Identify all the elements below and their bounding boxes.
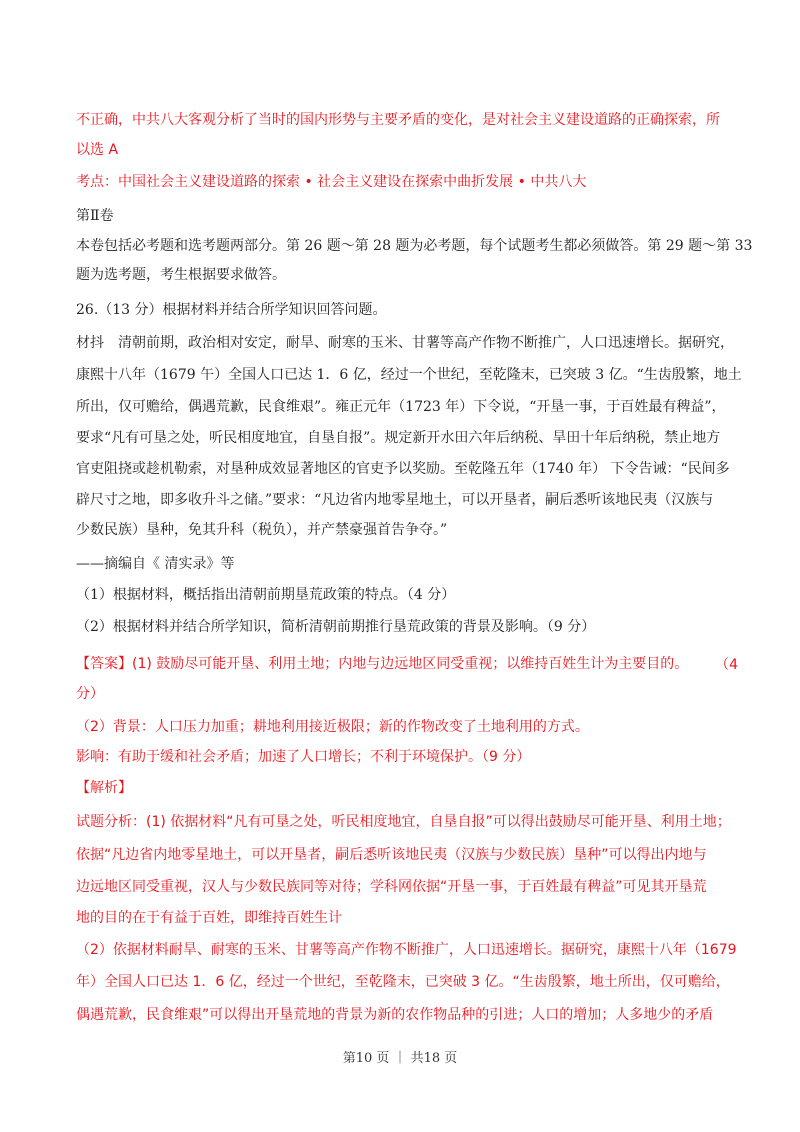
material-line: 少数民族）垦种，免其升科（税负），并产禁豪强首告争夺。” — [76, 522, 448, 538]
question-part: （2）根据材料并结合所学知识，简析清朝前期推行垦荒政策的背景及影响。（9 分） — [76, 619, 596, 635]
analysis-line: （2）依据材料耐旱、耐寒的玉米、甘薯等高产作物不断推广，人口迅速增长。据研究，康熙十八年（1679 — [76, 942, 737, 958]
analysis-line: 年）全国人口已达 1．6 亿，经过一个世纪，至乾隆末，已突破 3 亿。“生齿殷繁，地土所出，仅可赡给， — [76, 974, 730, 990]
page-footer: 第10 页 ｜ 共18 页 — [342, 1051, 458, 1066]
material-line: 官吏阻挠或趁机勒索，对垦种成效显著地区的官吏予以奖励。至乾隆五年（1740 年） 下令告诫：“民间多 — [76, 461, 730, 477]
answer-line: （2）背景：人口压力加重；耕地利用接近极限；新的作物改变了土地利用的方式。 — [76, 719, 589, 735]
analysis-line: 地的目的在于有益于百姓，即维持百姓生计 — [76, 910, 342, 926]
analysis-line: 试题分析：(1) 依据材料“凡有可垦之处，听民相度地宜，自垦自报”可以得出鼓励尽可能开垦、利用土地； — [76, 814, 731, 830]
text-line: 以选 A — [76, 142, 119, 158]
answer-line: 分） — [76, 686, 104, 702]
text-line: 题为选考题，考生根据要求做答。 — [76, 267, 286, 283]
material-line: 辟尺寸之地，即多收升斗之储。”要求：“凡边省内地零星地土，可以开垦者，嗣后悉听该地民夷（汉族与 — [76, 492, 714, 508]
material-line: 要求“凡有可垦之处，听民相度地宜，自垦自报”。规定新开水田六年后纳税、旱田十年后纳税，禁止地方 — [76, 430, 721, 446]
question-part: （1）根据材料，概括指出清朝前期垦荒政策的特点。（4 分） — [76, 587, 456, 603]
analysis-line: 偶遇荒歉，民食维艰”可以得出开垦荒地的背景为新的农作物品种的引进；人口的增加；人多地少的矛盾 — [76, 1007, 714, 1023]
material-line: 康熙十八年（1679 午）全国人口已达 1．6 亿，经过一个世纪，至乾隆末，已突玻 3 亿。“生齿殷繁，地土 — [76, 367, 742, 383]
source-citation: ——摘编自《 清实录》等 — [76, 556, 235, 572]
answer-score: （4 — [715, 657, 738, 673]
question-title: 26.（13 分）根据材料并结合所学知识回答问题。 — [76, 302, 387, 318]
answer-line: 【答案】(1) 鼓励尽可能开垦、利用土地；内地与边远地区同受重视；以维持百姓生计为主要目的。 — [76, 656, 689, 672]
material-line: 材抖 清朝前期，政治相对安定，耐旱、耐寒的玉米、甘薯等高产作物不断推广，人口迅速增长。据研究， — [76, 335, 734, 351]
analysis-heading: 【解析】 — [76, 780, 132, 796]
analysis-line: 边远地区同受重视，汉人与少数民族同等对待；学科网依据“开垦一事，于百姓最有稗益”可见其开垦荒 — [76, 879, 707, 895]
material-line: 所出，仅可赡给，偶遇荒歉，民食维艰”。雍正元年（1723 年）下令说，“开垦一事，于百姓最有稗益”， — [76, 399, 726, 415]
analysis-line: 依据“凡边省内地零星地土，可以开垦者，嗣后悉听该地民夷（汉族与少数民族）垦种”可以得出内地与 — [76, 847, 707, 863]
section-heading: 第Ⅱ卷 — [76, 208, 114, 224]
text-line: 本卷包括必考题和选考题两部分。第 26 题～第 28 题为必考题，每个试题考生都必须做答。第 29 题～第 33 — [76, 238, 753, 254]
text-line: 不正确，中共八大客观分析了当时的国内形势与主要矛盾的变化，是对社会主义建设道路的正确探索，所 — [76, 112, 720, 128]
text-line: 考点：中国社会主义建设道路的探索 • 社会主义建设在探索中曲折发展 • 中共八大 — [76, 174, 587, 190]
answer-line: 影响：有助于缓和社会矛盾；加速了人口增长；不利于环境保护。（9 分） — [76, 749, 531, 765]
